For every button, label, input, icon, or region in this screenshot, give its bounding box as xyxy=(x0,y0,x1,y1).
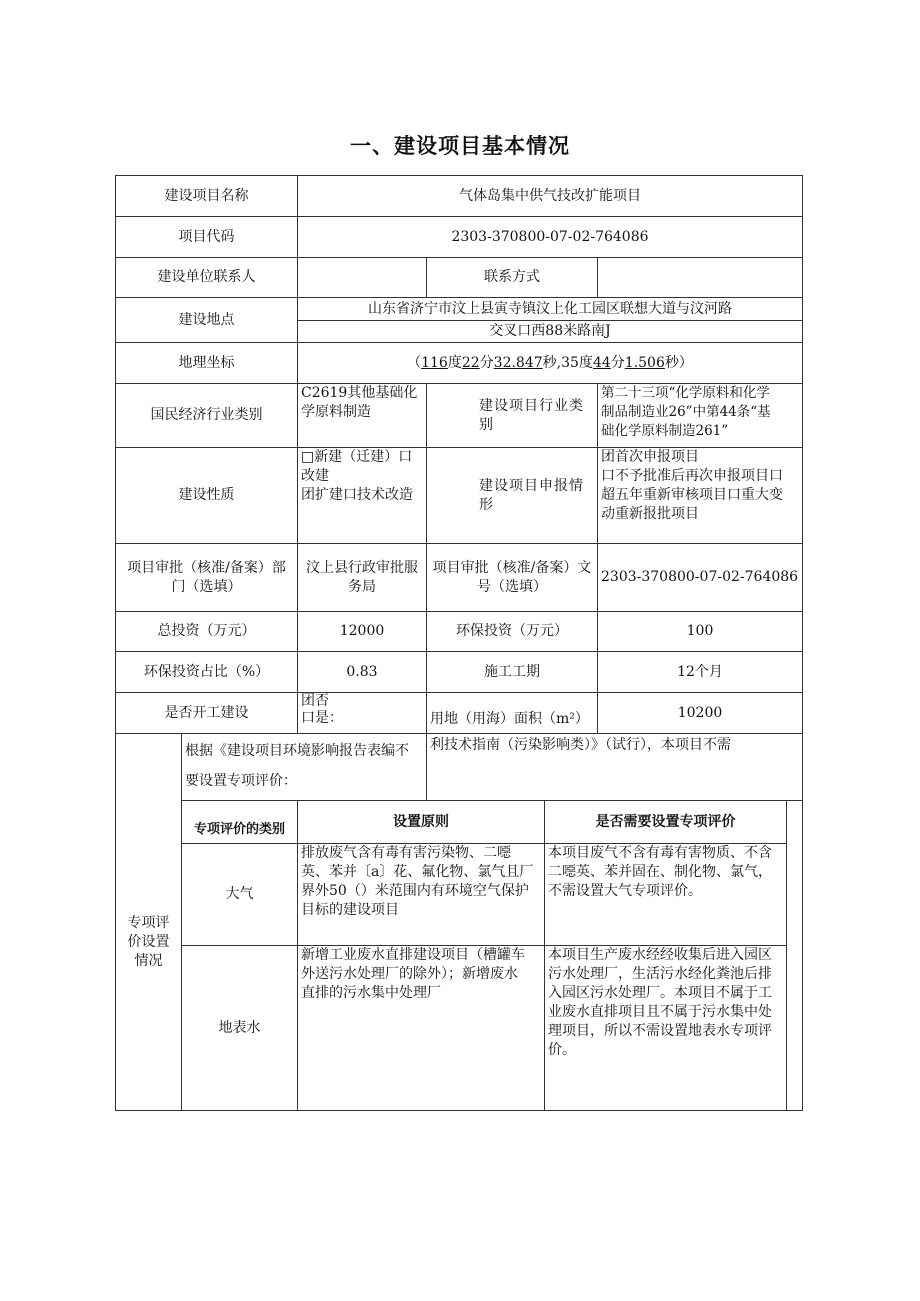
location-label: 建设地点 xyxy=(178,311,235,328)
industry-category-label xyxy=(427,384,597,447)
land-area-label: 用地（用海）面积（m²） xyxy=(430,710,589,727)
approval-doc-label-line: 项目审批（核准/备案）文 xyxy=(432,559,592,576)
location-line1: 山东省济宁市汶上县寅寺镇汶上化工园区联想大道与汶河路 xyxy=(368,300,732,317)
special-assessment-label-line: 专项评 xyxy=(127,914,170,931)
surface-water-principle xyxy=(298,946,544,1110)
industry-category-value-line: 制品制造业26”中第44条“基 xyxy=(601,404,771,420)
surface-water-need-line: 污水处理厂，生活污水经化粪池后排 xyxy=(548,966,772,982)
latitude-minutes: 44 xyxy=(592,354,611,371)
air-need-line: 二噁英、苯并固在、制化物、氯气， xyxy=(548,864,772,880)
surface-water-need-line: 理项目，所以不需设置地表水专项评 xyxy=(548,1023,772,1039)
surface-water-principle-line: 新增工业废水直排建设项目（槽罐车 xyxy=(301,947,525,963)
header-principle: 设置原则 xyxy=(393,813,449,830)
application-status-line: 超五年重新审核项目口重大变 xyxy=(601,487,783,503)
industry-category-value-line: 第二十三项“化学原料和化学 xyxy=(601,385,770,401)
surface-water-principle-line: 直排的污水集中处理厂 xyxy=(301,985,441,1001)
air-principle-line: 排放废气含有毒有害污染物、二噁 xyxy=(301,845,511,861)
application-status-label-line: 形 xyxy=(479,496,493,513)
special-assessment-label-line: 价设置 xyxy=(127,933,170,950)
industry-category-value xyxy=(598,384,802,447)
started-option-line: 口是： xyxy=(301,710,343,726)
application-status-line: 动重新报批项目 xyxy=(601,506,699,522)
minute-unit: 分 xyxy=(610,354,625,371)
special-intro-right: 利技术指南（污染影响类）》（试行），本项目不需 xyxy=(430,737,731,753)
air-principle-line: 英、苯并〔a〕花、氟化物、氯气且厂 xyxy=(301,864,534,880)
surface-water-need-line: 价。 xyxy=(548,1042,576,1058)
application-status-label-line: 建设项目申报情 xyxy=(479,477,584,494)
surface-water-category: 地表水 xyxy=(218,1019,261,1036)
surface-water-need xyxy=(545,946,786,1110)
special-assessment-label xyxy=(116,734,181,1110)
air-principle-line: 界外50（）米范围内有环境空气保护 xyxy=(301,883,529,899)
table-border xyxy=(802,175,803,1111)
special-assessment-label-line: 情况 xyxy=(134,952,163,969)
construction-period-value: 12个月 xyxy=(677,663,723,680)
approval-dept-label-line: 门（选填） xyxy=(171,578,242,595)
longitude-degrees: 116 xyxy=(421,354,448,371)
special-intro-line: 要设置专项评价： xyxy=(185,773,297,789)
coords-label: 地理坐标 xyxy=(178,354,235,371)
air-category: 大气 xyxy=(225,886,254,902)
nature-label: 建设性质 xyxy=(178,487,235,503)
project-name-value: 气体岛集中供气技改扩能项目 xyxy=(459,187,641,204)
industry-category-label-line: 别 xyxy=(479,416,493,433)
header-category: 专项评价的类别 xyxy=(193,821,285,837)
approval-doc-label xyxy=(427,544,597,611)
env-ratio-value: 0.83 xyxy=(346,663,378,680)
industry-value-line: C2619其他基础化 xyxy=(301,385,418,401)
started-option-line: 团否 xyxy=(301,693,329,709)
air-principle-line: 目标的建设项目 xyxy=(301,902,399,918)
industry-value xyxy=(298,384,426,447)
industry-value-line: 学原料制造 xyxy=(301,404,371,420)
nature-option-line: 团扩建口技术改造 xyxy=(301,487,413,503)
project-code-label: 项目代码 xyxy=(178,228,235,245)
total-investment-value: 12000 xyxy=(339,623,385,639)
contact-value xyxy=(298,258,426,297)
special-intro-left xyxy=(182,734,426,800)
started-label: 是否开工建设 xyxy=(164,704,249,721)
surface-water-principle-line: 外送污水处理厂的除外）；新增废水 xyxy=(301,966,518,982)
air-need-line: 不需设置大气专项评价。 xyxy=(548,883,702,899)
degree-unit: 度 xyxy=(578,354,593,371)
second-unit: 秒） xyxy=(664,354,693,371)
header-need: 是否需要设置专项评价 xyxy=(595,813,736,830)
contact-method-value xyxy=(598,258,802,297)
approval-dept-value xyxy=(298,544,426,611)
location-line2: 交叉口西88米路南J xyxy=(489,323,611,339)
surface-water-need-line: 业废水直排项目且不属于污水集中处 xyxy=(548,1004,772,1020)
approval-dept-value-line: 务局 xyxy=(348,578,376,595)
nature-option-line: □新建（迁建）口 xyxy=(301,449,413,465)
latitude-seconds: 1.506 xyxy=(624,354,665,371)
longitude-seconds: 32.847 xyxy=(493,354,543,371)
latitude-degrees: 35 xyxy=(561,354,579,371)
surface-water-need-line: 入园区污水处理厂。本项目不属于工 xyxy=(548,985,772,1001)
approval-doc-label-line: 号（选填） xyxy=(477,578,547,595)
project-code-value: 2303-370800-07-02-764086 xyxy=(451,228,649,245)
second-unit: 秒, xyxy=(542,354,562,371)
degree-unit: 度 xyxy=(447,354,462,371)
application-status-value xyxy=(598,448,802,543)
special-intro-line: 根据《建设项目环境影响报告表编不 xyxy=(185,743,409,759)
contact-method-label: 联系方式 xyxy=(484,269,540,285)
total-investment-label: 总投资（万元） xyxy=(157,623,256,639)
air-need-line: 本项目废气不含有毒有害物质、不含 xyxy=(548,845,772,861)
approval-dept-label-line: 项目审批（核准/备案）部 xyxy=(127,559,286,576)
air-need xyxy=(545,844,786,945)
env-investment-value: 100 xyxy=(686,623,714,639)
table-border xyxy=(115,1110,803,1111)
industry-category-label-line: 建设项目行业类 xyxy=(479,397,584,414)
nature-value xyxy=(298,448,426,543)
industry-label: 国民经济行业类别 xyxy=(150,407,263,423)
started-value xyxy=(298,693,426,733)
coords-value xyxy=(298,343,802,383)
nature-option-line: 改建 xyxy=(301,468,329,484)
application-status-label xyxy=(427,448,597,543)
env-ratio-label: 环保投资占比（%） xyxy=(143,663,270,680)
table-border xyxy=(786,800,787,1111)
industry-category-value-line: 础化学原料制造261” xyxy=(601,423,729,439)
construction-period-label: 施工工期 xyxy=(484,663,540,680)
land-area-value: 10200 xyxy=(677,704,723,721)
minute-unit: 分 xyxy=(479,354,494,371)
application-status-line: 口不予批准后再次申报项目口 xyxy=(601,468,783,484)
approval-dept-label xyxy=(116,544,297,611)
contact-label: 建设单位联系人 xyxy=(157,269,256,285)
coords-open: （ xyxy=(407,354,422,371)
surface-water-need-line: 本项目生产废水经经收集后进入园区 xyxy=(548,947,772,963)
air-principle xyxy=(298,844,544,945)
application-status-line: 团首次申报项目 xyxy=(601,449,699,465)
project-name-label: 建设项目名称 xyxy=(164,187,249,204)
approval-doc-value: 2303-370800-07-02-764086 xyxy=(601,569,799,585)
longitude-minutes: 22 xyxy=(461,354,480,371)
approval-dept-value-line: 汶上县行政审批服 xyxy=(306,559,418,576)
env-investment-label: 环保投资（万元） xyxy=(456,623,568,639)
page-title: 一、建设项目基本情况 xyxy=(350,134,570,158)
